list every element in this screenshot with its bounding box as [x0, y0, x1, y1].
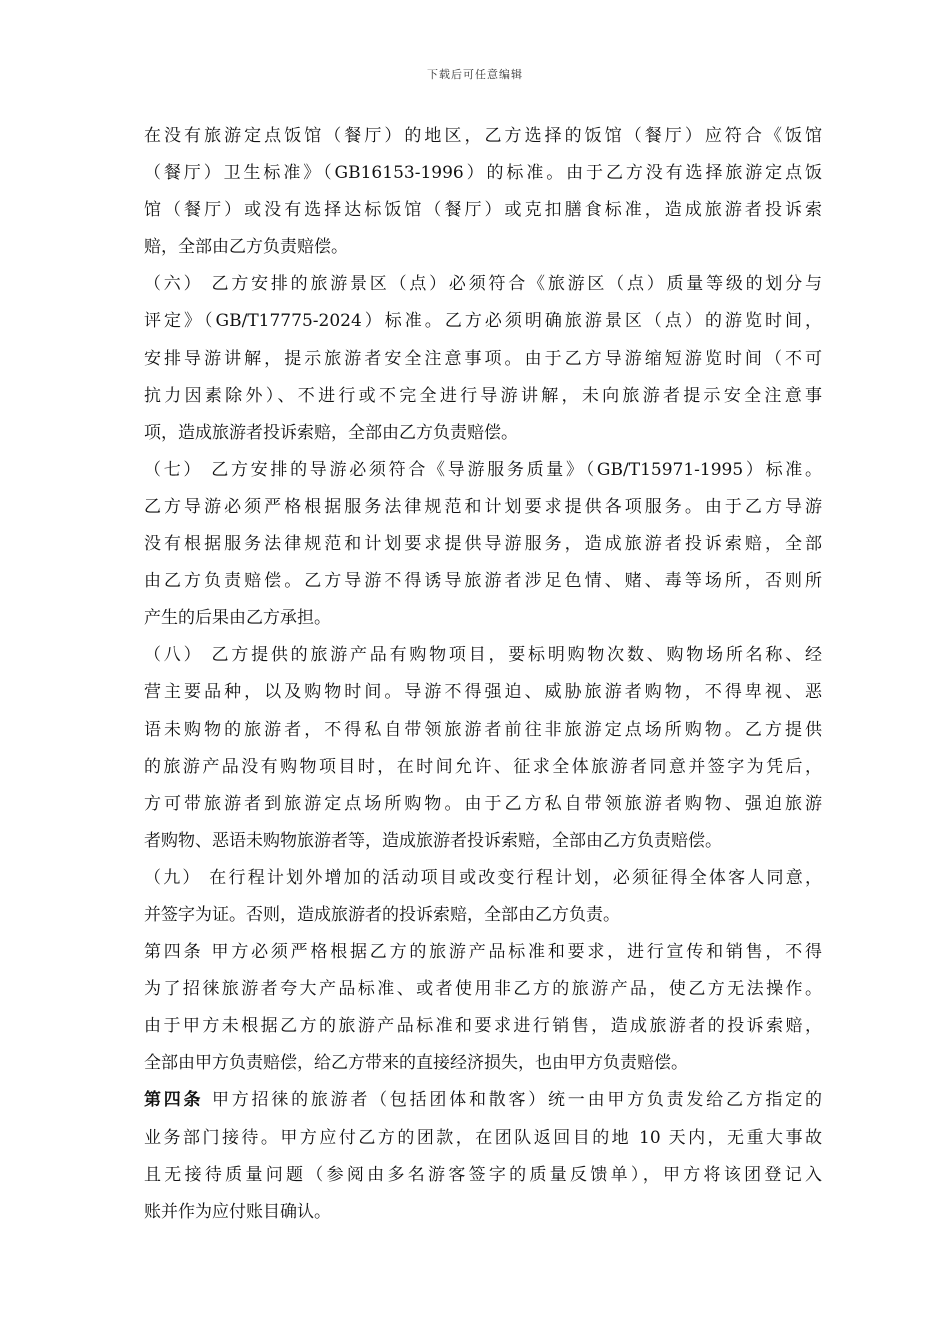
text-line: 营主要品种，以及购物时间。导游不得强迫、威胁旅游者购物，不得卑视、恶: [144, 682, 822, 703]
text-line: 项，造成旅游者投诉索赔，全部由乙方负责赔偿。: [144, 422, 518, 443]
text-line: [144, 1082, 822, 1119]
text-line: 没有根据服务法律规范和计划要求提供导游服务，造成旅游者投诉索赔，全部: [144, 534, 822, 555]
text-line: 账并作为应付账目确认。: [144, 1201, 331, 1222]
document-body: [144, 118, 822, 1231]
text-line: 产生的后果由乙方承担。: [144, 608, 331, 629]
text-line: 由于甲方未根据乙方的旅游产品标准和要求进行销售，造成旅游者的投诉索赔，: [144, 1016, 822, 1037]
text-line: 方可带旅游者到旅游定点场所购物。由于乙方私自带领旅游者购物、强迫旅游: [144, 793, 822, 814]
article-heading: 第四条: [144, 1090, 212, 1111]
text-line: （八） 乙方提供的旅游产品有购物项目，要标明购物次数、购物场所名称、经: [144, 645, 822, 666]
text-line: 乙方导游必须严格根据服务法律规范和计划要求提供各项服务。由于乙方导游: [144, 496, 822, 517]
article-text: 甲方招徕的旅游者（包括团体和散客）统一由甲方负责发给乙方指定的: [212, 1090, 823, 1111]
text-line: 者购物、恶语未购物旅游者等，造成旅游者投诉索赔，全部由乙方负责赔偿。: [144, 830, 722, 851]
text-line: 赔，全部由乙方负责赔偿。: [144, 237, 348, 258]
text-line: 全部由甲方负责赔偿，给乙方带来的直接经济损失，也由甲方负责赔偿。: [144, 1053, 688, 1074]
text-line: 在没有旅游定点饭馆（餐厅）的地区，乙方选择的饭馆（餐厅）应符合《饭馆: [144, 126, 822, 146]
text-line: 由乙方负责赔偿。乙方导游不得诱导旅游者涉足色情、赌、毒等场所，否则所: [144, 571, 822, 592]
text-line: 抗力因素除外）、不进行或不完全进行导游讲解，未向旅游者提示安全注意事: [144, 385, 822, 406]
text-line: 评定》（GB/T17775-2024）标准。乙方必须明确旅游景区（点）的游览时间，: [144, 311, 822, 332]
text-line: 的旅游产品没有购物项目时，在时间允许、征求全体旅游者同意并签字为凭后，: [144, 756, 822, 777]
text-line: 业务部门接待。甲方应付乙方的团款，在团队返回目的地 10 天内，无重大事故: [144, 1127, 822, 1148]
text-line: 第四条 甲方必须严格根据乙方的旅游产品标准和要求，进行宣传和销售，不得: [144, 942, 822, 963]
page-header: 下载后可任意编辑: [427, 68, 523, 81]
text-line: 馆（餐厅）或没有选择达标饭馆（餐厅）或克扣膳食标准，造成旅游者投诉索: [144, 200, 822, 221]
text-line: （六） 乙方安排的旅游景区（点）必须符合《旅游区（点）质量等级的划分与: [144, 274, 822, 295]
text-line: 且无接待质量问题（参阅由多名游客签字的质量反馈单），甲方将该团登记入: [144, 1164, 822, 1185]
text-line: 安排导游讲解，提示旅游者安全注意事项。由于乙方导游缩短游览时间（不可: [144, 348, 822, 369]
text-line: 为了招徕旅游者夸大产品标准、或者使用非乙方的旅游产品，使乙方无法操作。: [144, 979, 822, 1000]
text-line: （九） 在行程计划外增加的活动项目或改变行程计划，必须征得全体客人同意，: [144, 867, 822, 888]
text-line: 并签字为证。否则，造成旅游者的投诉索赔，全部由乙方负责。: [144, 904, 620, 925]
text-line: （餐厅）卫生标准》（GB16153-1996）的标准。由于乙方没有选择旅游定点饭: [144, 163, 822, 184]
text-line: （七） 乙方安排的导游必须符合《导游服务质量》（GB/T15971-1995）标准。: [144, 459, 822, 480]
text-line: 语未购物的旅游者，不得私自带领旅游者前往非旅游定点场所购物。乙方提供: [144, 719, 822, 740]
